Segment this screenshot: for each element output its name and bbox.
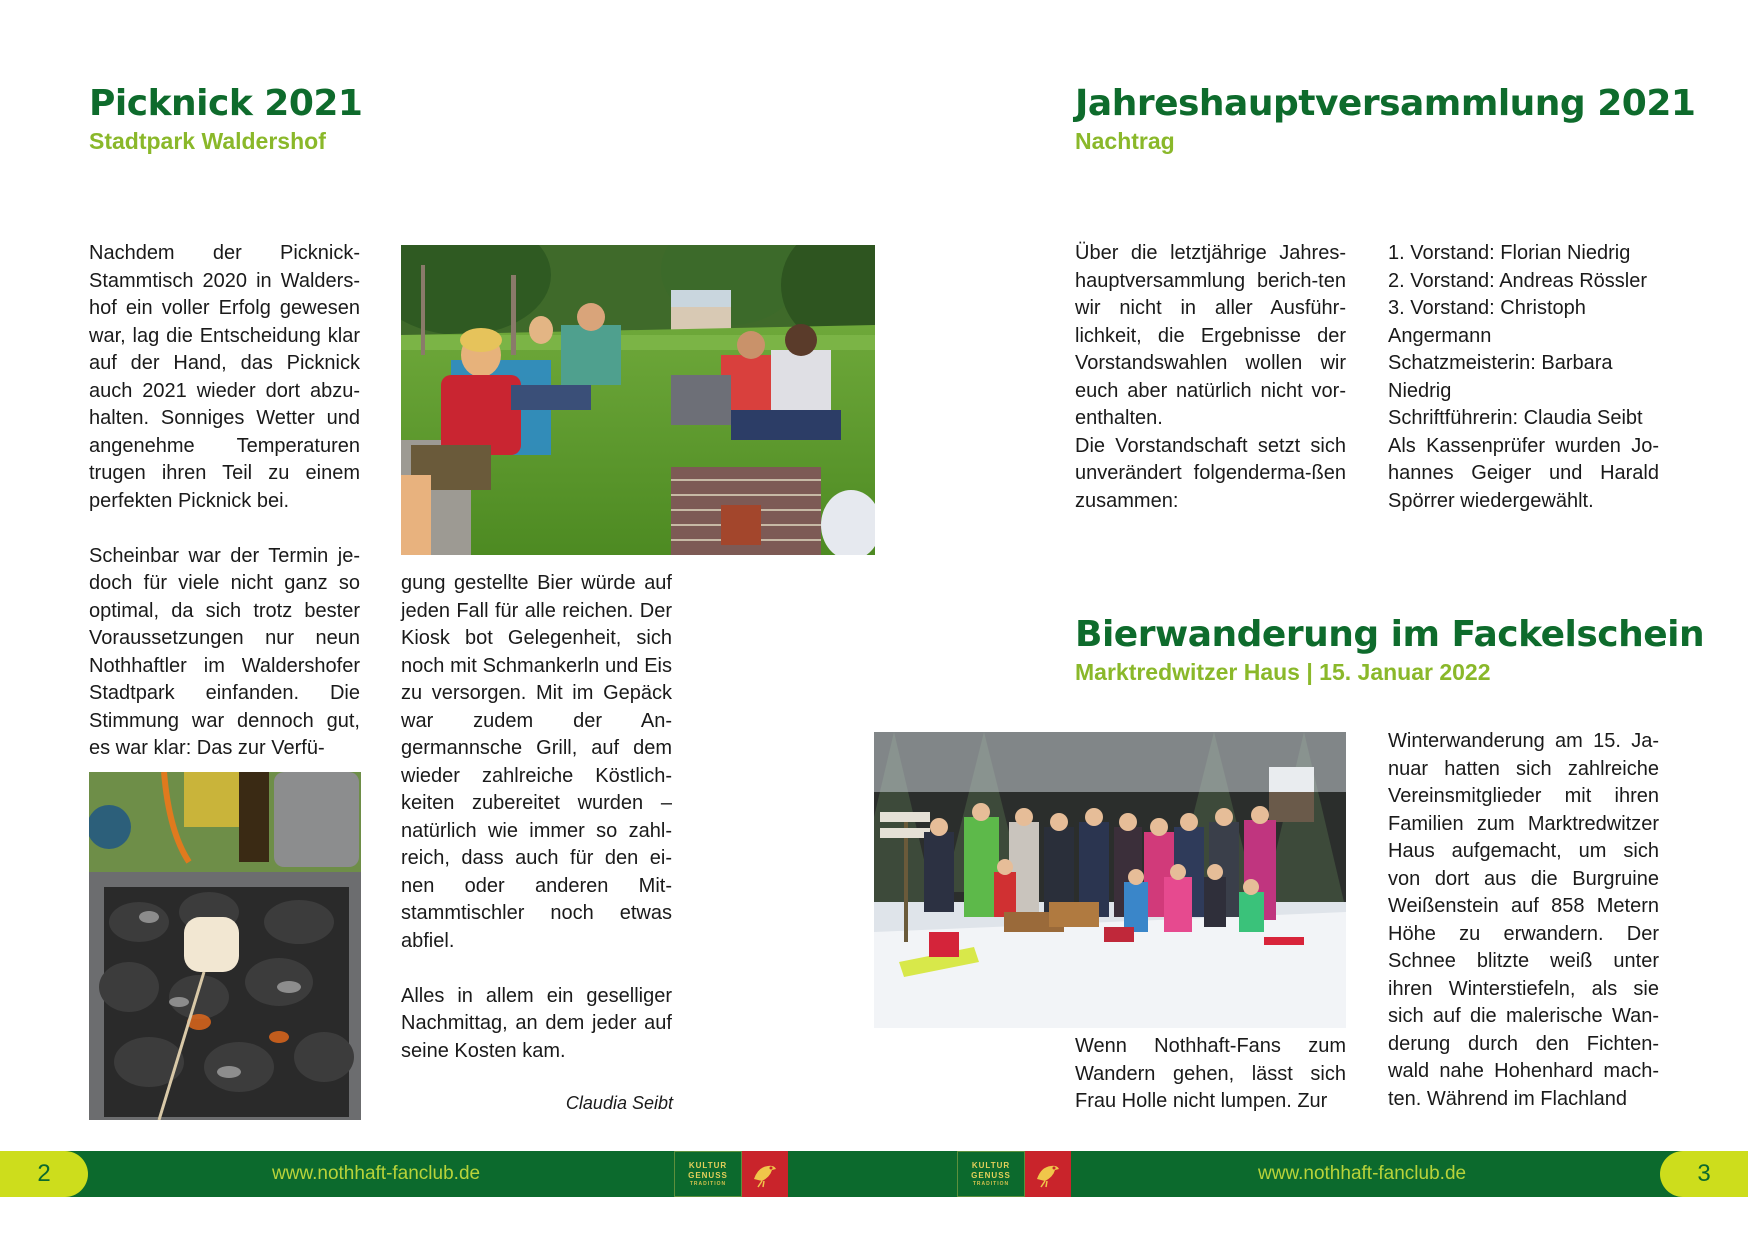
jhv-board-list [1388,240,1659,515]
logo-text: TRADITION [972,1180,1010,1187]
bird-icon [742,1151,788,1197]
board-member: Schriftführerin: Claudia Seibt [1388,407,1643,429]
author-signature: Claudia Seibt [565,1093,673,1113]
winter-group-photo [874,732,1346,1028]
subtitle-picknick: Stadtpark Waldershof [89,128,326,154]
page-number-left: 2 [0,1151,88,1197]
jhv-column-1 [1075,240,1346,515]
page-number-right: 3 [1660,1151,1748,1197]
paragraph: Die Vorstandschaft setzt sich unverändert folgenderma-ßen zusammen: [1075,434,1346,512]
logo-text: GENUSS [971,1170,1011,1180]
paragraph: Wenn Nothhaft-Fans zum Wandern gehen, lässt sich Frau Holle nicht lumpen. Zur [1075,1035,1346,1112]
paragraph: Alles in allem ein geselliger Nachmittag, an dem jeder auf seine Kosten kam. [401,984,672,1062]
footer-bar [0,1151,1748,1197]
logo-text: TRADITION [689,1180,727,1187]
subtitle-bierwanderung: Marktredwitzer Haus | 15. Januar 2022 [1075,659,1491,685]
bird-icon [1025,1151,1071,1197]
hike-column-1 [1075,1033,1346,1116]
logo-text: KULTUR [971,1160,1011,1170]
kultur-genuss-tradition-logo [957,1151,1071,1197]
paragraph: Nachdem der Picknick-Stammtisch 2020 in Walders-hof ein voller Erfolg gewesen war, lag die Entscheidung klar auf der Hand, das Picknick auch 2021 wieder dort abzu-halten. Sonniges Wetter und angenehme Temperaturen trugen ihren Teil zu einem perfekten Picknick bei. [89,242,360,512]
board-member: 1. Vorstand: Florian Niedrig [1388,242,1631,264]
article-column-2 [401,570,672,1065]
picnic-photo [401,245,875,555]
logo-text: GENUSS [688,1170,728,1180]
paragraph: Winterwanderung am 15. Ja-nuar hatten sich zahlreiche Vereinsmitglieder mit ihren Familien zum Marktredwitzer Haus aufgemacht, um sich von dort aus die Burgruine Weißenstein auf 858 Metern Höhe zu erwandern. Der Schnee blitzte weiß unter ihren Winterstiefeln, als sie sich auf die malerische Wan-derung durch den Fichten-wald nahe Hohenhard mach-ten. Während im Flachland [1388,730,1659,1110]
grill-photo [89,772,361,1120]
board-member: 3. Vorstand: Christoph Angermann [1388,297,1586,347]
page-title-jhv: Jahreshauptversammlung 2021 [1075,83,1696,124]
board-member: 2. Vorstand: Andreas Rössler [1388,269,1648,292]
board-member: Schatzmeisterin: Barbara Niedrig [1388,352,1613,402]
logo-text: KULTUR [688,1160,728,1170]
kultur-genuss-tradition-logo [674,1151,788,1197]
page-title-picknick: Picknick 2021 [89,83,363,124]
paragraph: Über die letztjährige Jahres-hauptversammlung berich-ten wir nicht in aller Ausführ-lichkeit, die Ergebnisse der Vorstandswahlen wollen wir euch aber natürlich nicht vor-enthalten. [1075,242,1346,429]
auditors-text: Als Kassenprüfer wurden Jo-hannes Geiger und Harald Spörrer wiedergewählt. [1388,434,1659,512]
paragraph: gung gestellte Bier würde auf jeden Fall für alle reichen. Der Kiosk bot Gelegenheit, sich noch mit Schmankerln und Eis zu versorgen. Mit im Gepäck war zudem der An-germannsche Grill, auf dem wieder zahlreiche Köstlich-keiten zubereitet wurden – natürlich wie immer so zahl-reich, dass auch für den ei-nen oder anderen Mit-stammtischler noch etwas abfiel. [401,572,672,952]
page-title-bierwanderung: Bierwanderung im Fackelschein [1075,614,1705,655]
subtitle-jhv: Nachtrag [1075,128,1175,154]
footer-url-right[interactable]: www.nothhaft-fanclub.de [1258,1163,1467,1184]
paragraph: Scheinbar war der Termin je-doch für viele nicht ganz so optimal, da sich trotz bester Voraussetzungen nur neun Nothhaftler im Waldershofer Stadtpark einfanden. Die Stimmung war dennoch gut, es war klar: Das zur Verfü- [89,544,360,759]
footer-url-left[interactable]: www.nothhaft-fanclub.de [272,1163,481,1184]
article-column-1 [89,240,360,763]
hike-column-2 [1388,728,1659,1113]
